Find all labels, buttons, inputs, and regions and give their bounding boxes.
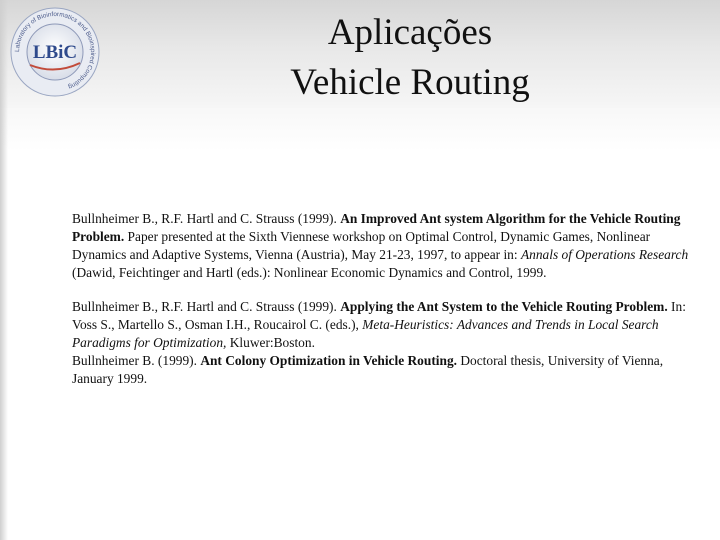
reference-1-venue: Annals of Operations Research xyxy=(520,247,689,262)
reference-2-details: In: Voss S., Martello S., Osman I.H., Roucairol C. (eds.), xyxy=(72,299,686,332)
reference-2-publisher: Kluwer:Boston. xyxy=(226,335,315,350)
reference-1-authors: Bullnheimer B., R.F. Hartl and C. Strauss (1999). xyxy=(72,211,341,226)
reference-3-title: Ant Colony Optimization in Vehicle Routing. xyxy=(200,353,457,368)
reference-2 xyxy=(72,298,696,352)
left-edge-shadow xyxy=(0,0,8,540)
reference-1-title: An Improved Ant system Algorithm for the Vehicle Routing Problem. xyxy=(72,211,681,244)
slide-title xyxy=(200,8,620,108)
logo-ring-text: Laboratory of Bioinformatics and Bioinspired Computing xyxy=(13,10,97,91)
lbic-logo xyxy=(8,5,102,99)
reference-2-title: Applying the Ant System to the Vehicle Routing Problem. xyxy=(340,299,668,314)
reference-1-details: Paper presented at the Sixth Viennese workshop on Optimal Control, Dynamic Games, Nonlinear Dynamics and Adaptive Systems, Vienna (Austria), May 21-23, 1997, to appear in: xyxy=(72,229,651,262)
reference-3-authors: Bullnheimer B. (1999). xyxy=(72,353,201,368)
reference-3 xyxy=(72,352,696,388)
reference-2-authors: Bullnheimer B., R.F. Hartl and C. Strauss (1999). xyxy=(72,299,341,314)
reference-1 xyxy=(72,210,696,282)
reference-1-publication: (Dawid, Feichtinger and Hartl (eds.): Nonlinear Economic Dynamics and Control, 1999. xyxy=(72,265,547,280)
title-line-2: Vehicle Routing xyxy=(290,62,530,103)
reference-2-venue: Meta-Heuristics: Advances and Trends in Local Search Paradigms for Optimization, xyxy=(72,317,659,350)
reference-3-details: Doctoral thesis, University of Vienna, January 1999. xyxy=(72,353,664,386)
references-list xyxy=(72,210,696,388)
title-line-1: Aplicações xyxy=(327,12,493,53)
logo-initials: LBiC xyxy=(32,42,78,63)
